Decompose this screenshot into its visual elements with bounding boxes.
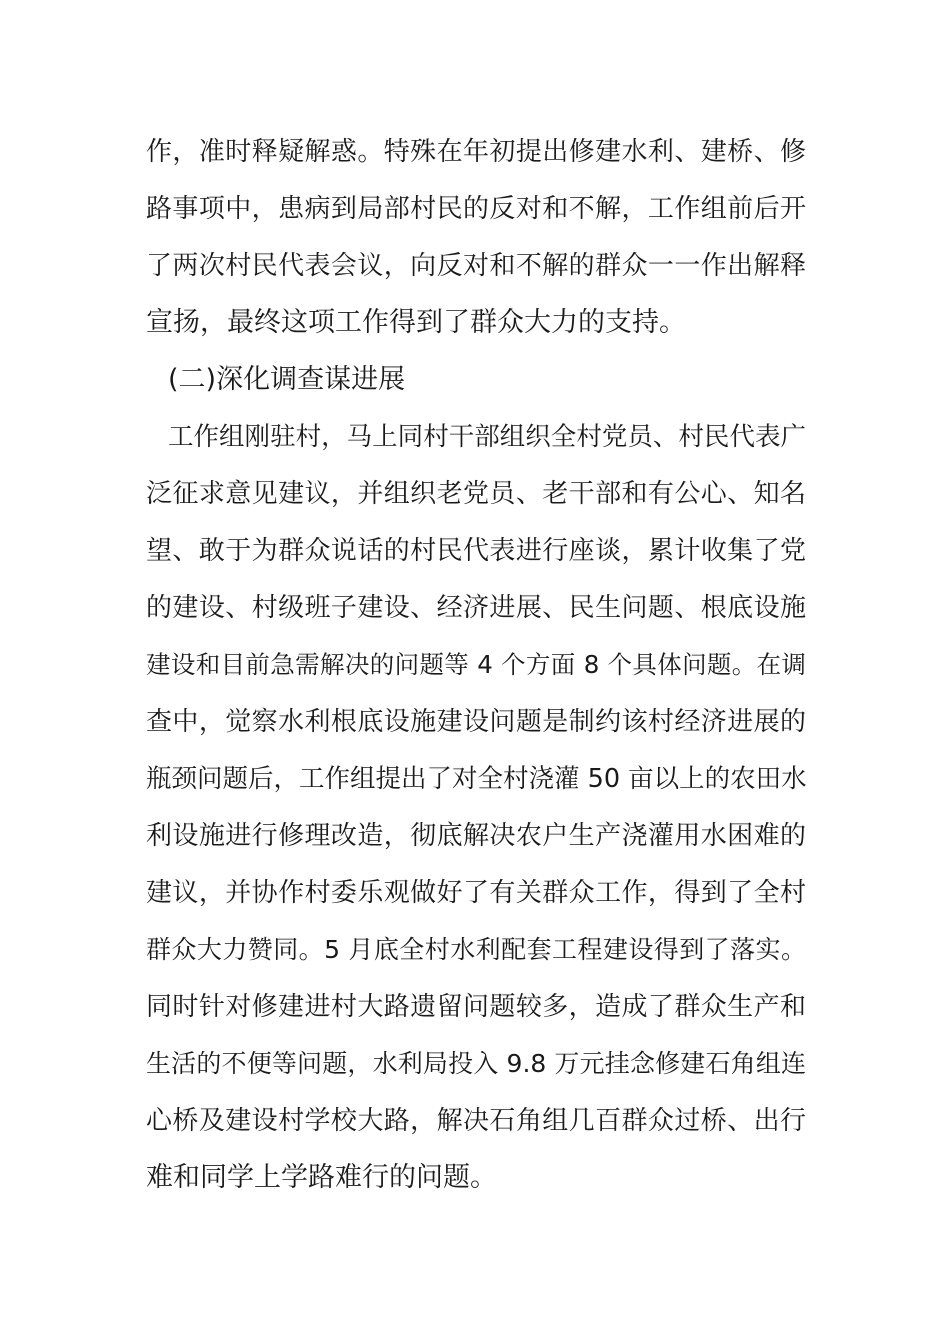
- paragraph-line: 生活的不便等问题，水利局投入 9.8 万元挂念修建石角组连: [146, 1049, 806, 1078]
- paragraph-line: 瓶颈问题后，工作组提出了对全村浇灌 50 亩以上的农田水: [146, 764, 807, 794]
- paragraph-line: 同时针对修建进村大路遗留问题较多，造成了群众生产和: [146, 992, 806, 1022]
- paragraph-line: 群众大力赞同。5 月底全村水利配套工程建设得到了落实。: [146, 935, 806, 964]
- paragraph-line: 工作组刚驻村，马上同村干部组织全村党员、村民代表广: [168, 422, 806, 452]
- paragraph-line: 望、敢于为群众说话的村民代表进行座谈，累计收集了党: [146, 536, 806, 566]
- paragraph-line: 作，准时释疑解惑。特殊在年初提出修建水利、建桥、修: [146, 137, 806, 167]
- paragraph-line: 泛征求意见建议，并组织老党员、老干部和有公心、知名: [146, 479, 806, 509]
- paragraph-line: 查中，觉察水利根底设施建设问题是制约该村经济进展的: [146, 707, 806, 737]
- paragraph-line: 利设施进行修理改造，彻底解决农户生产浇灌用水困难的: [146, 821, 806, 851]
- paragraph-line: 宣扬，最终这项工作得到了群众大力的支持。: [146, 307, 686, 338]
- paragraph-line: 的建设、村级班子建设、经济进展、民生问题、根底设施: [146, 593, 806, 623]
- section-heading: (二)深化调查谋进展: [168, 364, 406, 395]
- paragraph-line: 心桥及建设村学校大路，解决石角组几百群众过桥、出行: [146, 1106, 806, 1136]
- paragraph-line: 难和同学上学路难行的问题。: [146, 1162, 497, 1193]
- paragraph-line: 路事项中，患病到局部村民的反对和不解，工作组前后开: [146, 194, 806, 224]
- paragraph-line: 了两次村民代表会议，向反对和不解的群众一一作出解释: [146, 251, 806, 281]
- paragraph-line: 建议，并协作村委乐观做好了有关群众工作，得到了全村: [146, 878, 806, 908]
- paragraph-line: 建设和目前急需解决的问题等 4 个方面 8 个具体问题。在调: [146, 650, 806, 679]
